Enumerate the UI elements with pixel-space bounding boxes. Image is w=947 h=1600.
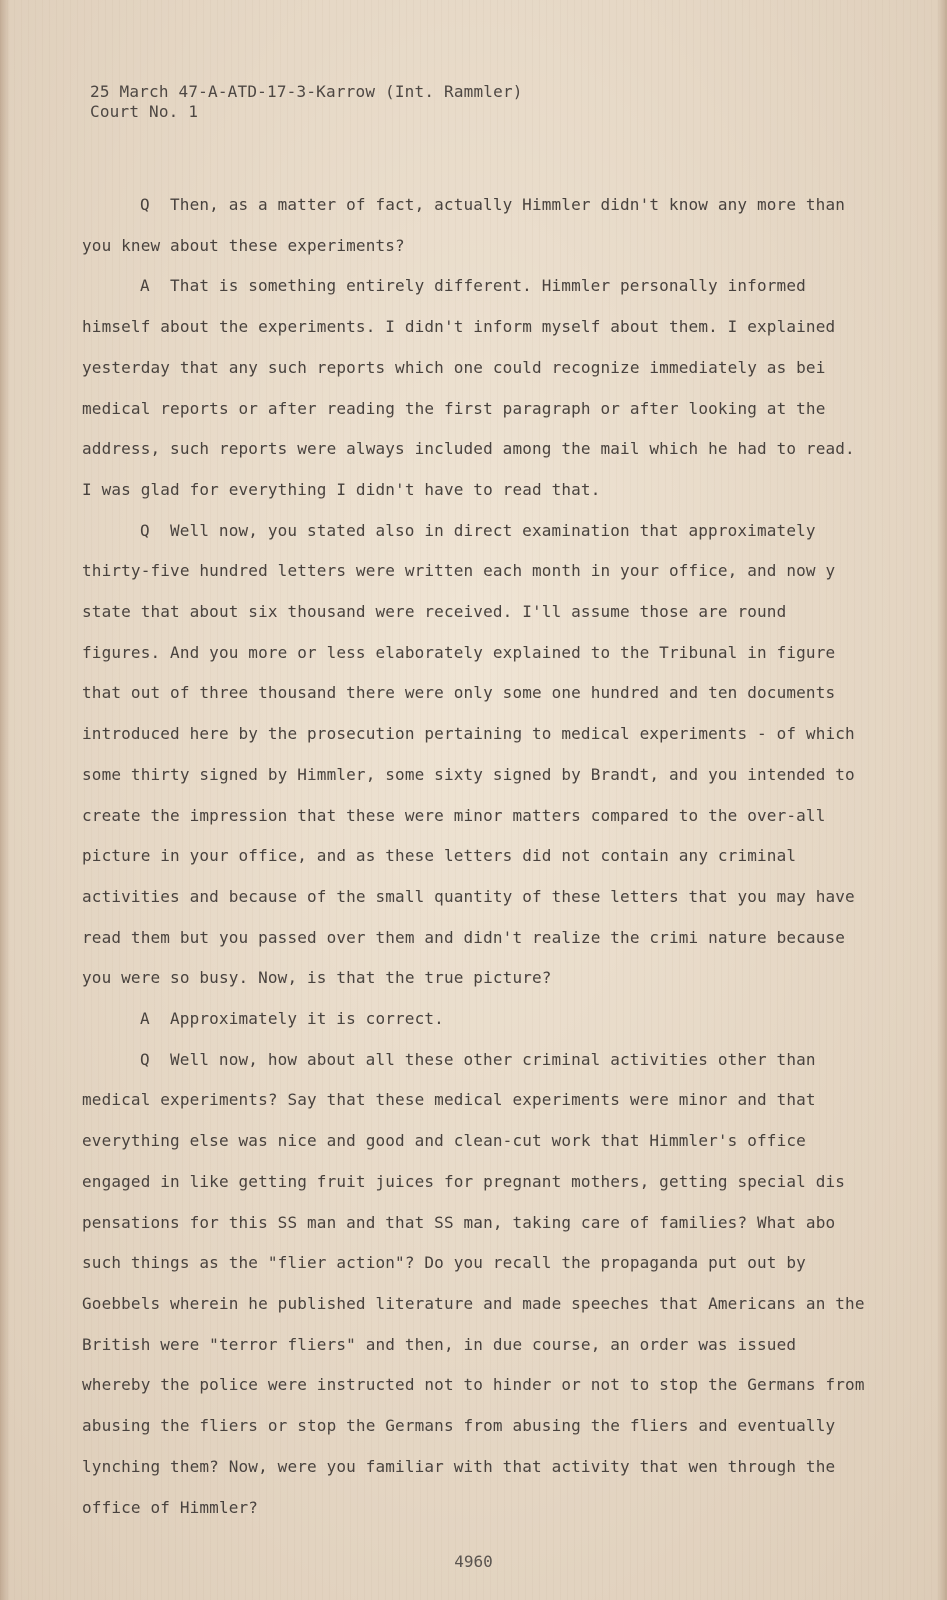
transcript-paragraph xyxy=(82,999,872,1040)
transcript-paragraph xyxy=(82,266,872,510)
transcript-paragraph xyxy=(82,185,872,266)
paper-edge-left xyxy=(0,0,10,1600)
paragraph-text: Well now, how about all these other criminal activities other than medical experiments? Say that these medical experiments were minor and that everything else was nice and good and clean-cut work that Himmler's office engaged in like getting fruit juices for pregnant mothers, getting special dis pensations for this SS man and that SS man, taking care of families? What abo such things as the "flier action"? Do you recall the propaganda put out by Goebbels wherein he published literature and made speeches that Americans an the British were "terror fliers" and then, in due course, an order was issued whereby the police were instructed not to hinder or not to stop the Germans from abusing the fliers or stop the Germans from abusing the fliers and eventually lynching them? Now, were you familiar with that activity that wen through the office of Himmler? xyxy=(82,1049,865,1517)
speaker-label: A xyxy=(140,276,150,296)
header-court-line: Court No. 1 xyxy=(90,102,199,121)
paragraph-text: Then, as a matter of fact, actually Himmler didn't know any more than you knew about these experiments? xyxy=(82,195,846,255)
speaker-label: A xyxy=(140,1009,150,1029)
paper-edge-right xyxy=(937,0,947,1600)
paragraph-text: That is something entirely different. Himmler personally informed himself about the experiments. I didn't inform myself about them. I explained yesterday that any such reports which one could recognize immediately as bei medical reports or after reading the first paragraph or after looking at the address, such reports were always included among the mail which he had to read. I was glad for everything I didn't have to read that. xyxy=(82,276,855,499)
transcript-paragraph xyxy=(82,1040,872,1528)
transcript-paragraph xyxy=(82,511,872,999)
speaker-label: Q xyxy=(140,195,150,214)
document-header xyxy=(90,82,523,122)
speaker-label: Q xyxy=(140,1049,150,1069)
page-number: 4960 xyxy=(454,1552,493,1571)
transcript-body xyxy=(82,185,872,1528)
speaker-label: Q xyxy=(140,520,150,540)
header-session-line: 25 March 47-A-ATD-17-3-Karrow (Int. Rammler) xyxy=(90,82,523,101)
paragraph-text: Well now, you stated also in direct examination that approximately thirty-five hundred letters were written each month in your office, and now y state that about six thousand were received. I'll assume those are round figures. And you more or less elaborately explained to the Tribunal in figure that out of three thousand there were only some one hundred and ten documents introduced here by the prosecution pertaining to medical experiments - of which some thirty signed by Himmler, some sixty signed by Brandt, and you intended to create the impression that these were minor matters compared to the over-all picture in your office, and as these letters did not contain any criminal activities and because of the small quantity of these letters that you may have read them but you passed over them and didn't realize the crimi nature because you were so busy. Now, is that the true picture? xyxy=(82,520,855,988)
paragraph-text: Approximately it is correct. xyxy=(170,1009,444,1029)
